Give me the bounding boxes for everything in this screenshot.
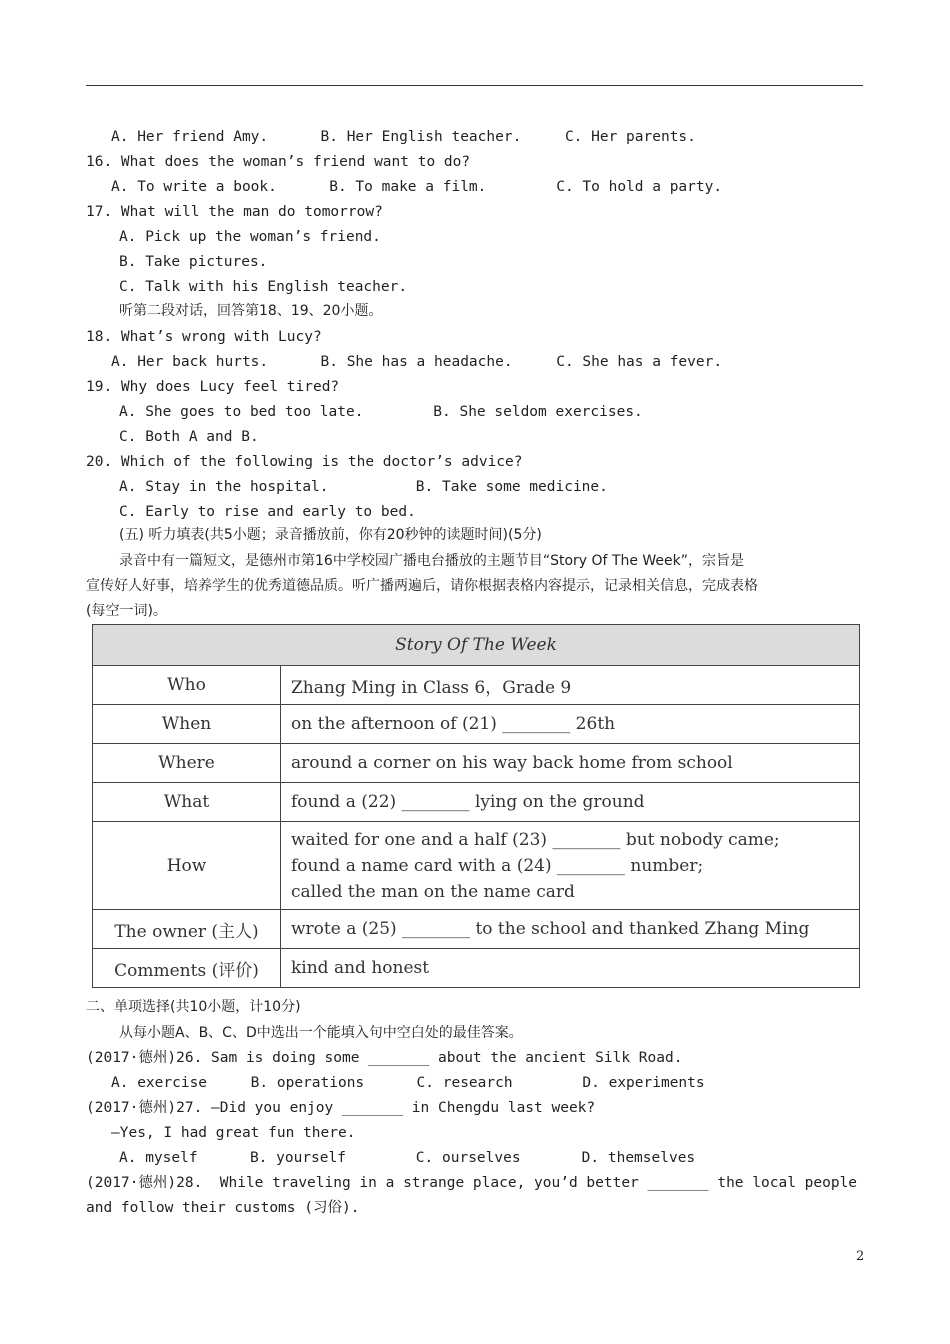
row-key: When: [93, 705, 281, 744]
row-value: on the afternoon of (21) ________ 26th: [281, 705, 860, 744]
table-row: [93, 822, 860, 910]
table-row: [93, 783, 860, 822]
q15-options: A. Her friend Amy. B. Her English teacher. C. Her parents.: [111, 129, 696, 145]
row-key: Where: [93, 744, 281, 783]
q28-stem-cont: and follow their customs (习俗).: [86, 1200, 360, 1216]
table-row: [93, 949, 860, 988]
row-value: wrote a (25) ________ to the school and thanked Zhang Ming: [281, 910, 860, 949]
page-number: 2: [856, 1249, 865, 1264]
q17-option-a: A. Pick up the woman’s friend.: [119, 229, 381, 245]
how-line-1: waited for one and a half (23) ________ but nobody came;: [291, 829, 780, 850]
table-row: [93, 910, 860, 949]
q27-options: A. myself B. yourself C. ourselves D. themselves: [119, 1150, 696, 1166]
row-key: Comments (评价): [93, 949, 281, 988]
section5-intro-2: 宣传好人好事，培养学生的优秀道德品质。听广播两遍后，请你根据表格内容提示，记录相关信息，完成表格: [86, 578, 758, 594]
q16-stem: 16. What does the woman’s friend want to do?: [86, 154, 471, 170]
q28-stem: (2017·德州)28. While traveling in a strange place, you’d better _______ the local people: [86, 1175, 858, 1191]
q17-option-b: B. Take pictures.: [119, 254, 268, 270]
row-key: The owner (主人): [93, 910, 281, 949]
q18-options: A. Her back hurts. B. She has a headache. C. She has a fever.: [111, 354, 723, 370]
section5-intro-1: 录音中有一篇短文，是德州市第16中学校园广播电台播放的主题节目“Story Of The Week”，宗旨是: [119, 553, 744, 569]
story-table-title: Story Of The Week: [93, 625, 860, 666]
row-value: around a corner on his way back home from school: [281, 744, 860, 783]
q27-stem: (2017·德州)27. —Did you enjoy _______ in Chengdu last week?: [86, 1100, 596, 1116]
q17-option-c: C. Talk with his English teacher.: [119, 279, 408, 295]
story-table: [92, 624, 860, 988]
table-row: [93, 666, 860, 705]
part2-heading: 二、单项选择(共10小题，计10分): [86, 999, 301, 1015]
row-value: Zhang Ming in Class 6，Grade 9: [281, 666, 860, 705]
q16-options: A. To write a book. B. To make a film. C. To hold a party.: [111, 179, 723, 195]
q19-option-c: C. Both A and B.: [119, 429, 259, 445]
row-key: How: [93, 822, 281, 910]
q20-stem: 20. Which of the following is the doctor’s advice?: [86, 454, 523, 470]
q17-stem: 17. What will the man do tomorrow?: [86, 204, 383, 220]
q20-options-ab: A. Stay in the hospital. B. Take some medicine.: [119, 479, 608, 495]
table-row: [93, 744, 860, 783]
q26-stem: (2017·德州)26. Sam is doing some _______ about the ancient Silk Road.: [86, 1050, 683, 1066]
q26-options: A. exercise B. operations C. research D. experiments: [111, 1075, 705, 1091]
row-value-multiline: [281, 822, 860, 910]
row-value: found a (22) ________ lying on the ground: [281, 783, 860, 822]
row-key: Who: [93, 666, 281, 705]
q18-stem: 18. What’s wrong with Lucy?: [86, 329, 322, 345]
header-rule: [86, 85, 863, 86]
q27-reply: —Yes, I had great fun there.: [111, 1125, 356, 1141]
table-row: [93, 705, 860, 744]
how-line-2: found a name card with a (24) ________ number;: [291, 855, 704, 876]
row-value: kind and honest: [281, 949, 860, 988]
how-line-3: called the man on the name card: [291, 881, 575, 902]
section2-instruction: 听第二段对话，回答第18、19、20小题。: [119, 303, 383, 319]
q20-option-c: C. Early to rise and early to bed.: [119, 504, 416, 520]
section5-heading: (五) 听力填表(共5小题；录音播放前，你有20秒钟的读题时间)(5分): [119, 527, 542, 543]
part2-instruction: 从每小题A、B、C、D中选出一个能填入句中空白处的最佳答案。: [119, 1025, 523, 1041]
q19-options-ab: A. She goes to bed too late. B. She seldom exercises.: [119, 404, 643, 420]
q19-stem: 19. Why does Lucy feel tired?: [86, 379, 340, 395]
row-key: What: [93, 783, 281, 822]
section5-intro-3: (每空一词)。: [86, 603, 167, 619]
